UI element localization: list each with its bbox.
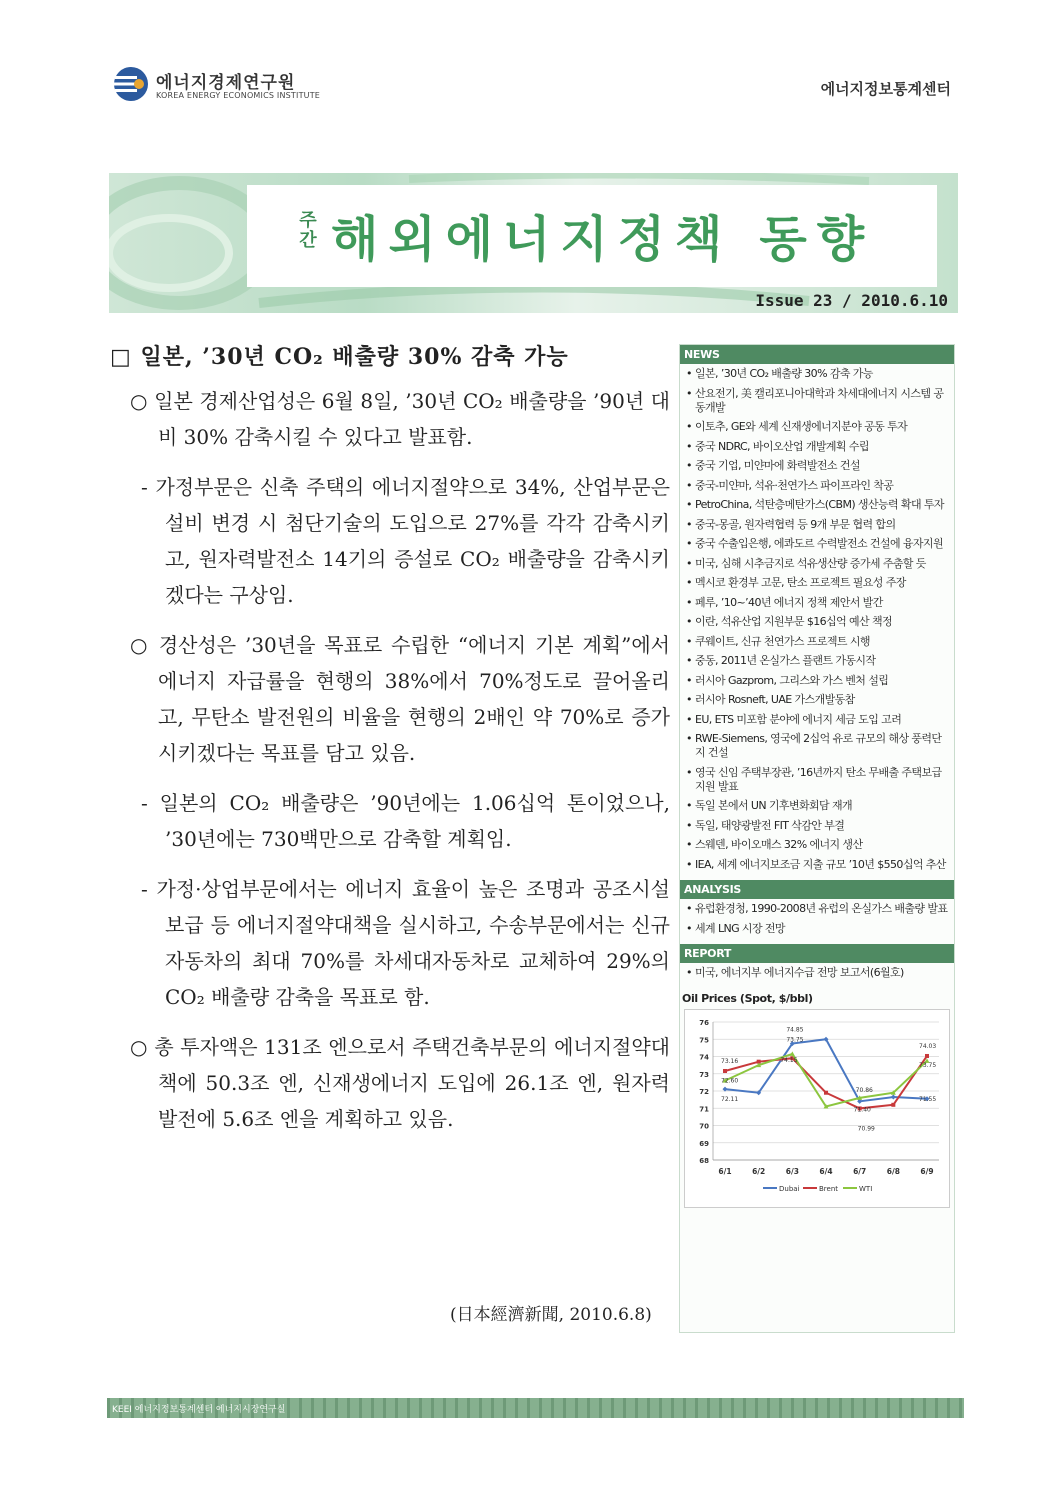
sidebar-list-item: • EU, ETS 미포함 분야에 에너지 세금 도입 고려 xyxy=(686,713,950,727)
chart-y-tick-label: 69 xyxy=(699,1139,709,1148)
article-headline: □ 일본, ’30년 CO₂ 배출량 30% 감축 가능 xyxy=(110,344,569,370)
sidebar-list-item: • 중국 NDRC, 바이오산업 개발계획 수립 xyxy=(686,440,950,454)
sidebar-list-item: • 독일, 태양광발전 FIT 삭감안 부결 xyxy=(686,819,950,833)
sidebar-list-item: • 이토추, GE와 세계 신재생에너지분야 공동 투자 xyxy=(686,420,950,434)
sidebar-list-item: • 쿠웨이트, 신규 천연가스 프로젝트 시행 xyxy=(686,635,950,649)
chart-y-tick-label: 76 xyxy=(699,1018,709,1027)
chart-y-tick-label: 73 xyxy=(699,1070,709,1079)
sidebar-list-item: • RWE-Siemens, 영국에 2십억 유로 규모의 해상 풍력단지 건설 xyxy=(686,732,950,760)
chart-legend-label: WTI xyxy=(859,1184,873,1193)
chart-legend-label: Brent xyxy=(819,1184,839,1193)
oil-price-chart xyxy=(684,1009,950,1208)
sidebar-list-item: • 일본, ’30년 CO₂ 배출량 30% 감축 가능 xyxy=(686,367,950,381)
news-section-header: NEWS xyxy=(680,345,954,364)
chart-title: Oil Prices (Spot, $/bbl) xyxy=(682,991,813,1005)
sidebar-list-item: • 세계 LNG 시장 전망 xyxy=(686,922,950,936)
chart-data-label: 70.99 xyxy=(857,1124,875,1132)
chart-point xyxy=(891,1102,895,1106)
chart-y-tick-label: 70 xyxy=(699,1122,709,1130)
sidebar-list-item: • 페루, ’10~’40년 에너지 정책 제안서 발간 xyxy=(686,596,950,610)
chart-data-label: 73.75 xyxy=(786,1036,804,1044)
sidebar-list-item: • 유럽환경청, 1990-2008년 유럽의 온실가스 배출량 발표 xyxy=(686,902,950,916)
org-name-korean: 에너지경제연구원 xyxy=(156,73,296,93)
chart-data-label: 74.03 xyxy=(919,1042,937,1050)
chart-data-label: 73.75 xyxy=(919,1061,937,1069)
article-subparagraph: - 가정부문은 신축 주택의 에너지절약으로 34%, 산업부문은 설비 변경 시 첨단기술의 도입으로 27%를 각각 감축시키고, 원자력발전소 14기의 증설로 CO₂ 배출량을 감축시키겠다는 구상임. xyxy=(141,475,670,607)
chart-data-label: 72.11 xyxy=(721,1095,739,1103)
chart-point xyxy=(723,1068,727,1072)
footer-text: KEEI 에너지정보통계센터 에너지시장연구실 xyxy=(112,1405,286,1415)
sidebar-list-item: • 중국-몽골, 원자력협력 등 9개 부문 협력 합의 xyxy=(686,518,950,532)
chart-y-tick-label: 72 xyxy=(699,1087,709,1096)
news-list xyxy=(680,364,954,880)
article-paragraph: ○ 일본 경제산업성은 6월 8일, ’30년 CO₂ 배출량을 ’90년 대비 30% 감축시킬 수 있다고 발표함. xyxy=(130,389,670,449)
chart-data-label: 73.16 xyxy=(721,1057,739,1065)
chart-x-tick-label: 6/1 xyxy=(718,1166,732,1176)
chart-x-tick-label: 6/3 xyxy=(785,1166,799,1176)
publication-title: 해외에너지정책 동향 xyxy=(331,211,875,268)
weekly-char-2: 간 xyxy=(299,230,317,251)
institute-logo-icon xyxy=(113,66,149,102)
sidebar-list-item: • 미국, 심해 시추금지로 석유생산량 증가세 주춤할 듯 xyxy=(686,557,950,571)
chart-x-tick-label: 6/8 xyxy=(886,1166,900,1176)
article-paragraph: ○ 총 투자액은 131조 엔으로서 주택건축부문의 에너지절약대책에 50.3조 엔, 신재생에너지 도입에 26.1조 엔, 원자력발전에 5.6조 엔을 계획하고 있음. xyxy=(130,1035,670,1131)
sidebar-list-item: • PetroChina, 석탄층메탄가스(CBM) 생산능력 확대 투자 xyxy=(686,498,950,512)
sidebar-list-item: • 미국, 에너지부 에너지수급 전망 보고서(6월호) xyxy=(686,966,950,980)
chart-data-label: 72.60 xyxy=(721,1077,739,1085)
chart-point xyxy=(891,1094,896,1099)
chart-data-label: 70.86 xyxy=(855,1086,873,1094)
sidebar-list-item: • 중국 수출입은행, 에콰도르 수력발전소 건설에 융자지원 xyxy=(686,537,950,551)
sidebar-list-item: • 러시아 Rosneft, UAE 가스개발동참 xyxy=(686,693,950,707)
weekly-label xyxy=(297,211,319,251)
chart-data-label: 71.40 xyxy=(853,1105,871,1113)
sidebar-list-item: • 멕시코 환경부 고문, 탄소 프로젝트 필요성 주장 xyxy=(686,576,950,590)
sidebar-list-item: • 중동, 2011년 온실가스 플랜트 가동시작 xyxy=(686,654,950,668)
article-source: (日本經濟新聞, 2010.6.8) xyxy=(450,1305,652,1325)
sidebar-list-item: • 러시아 Gazprom, 그리스와 가스 벤처 설립 xyxy=(686,674,950,688)
oil-price-chart-svg xyxy=(685,1010,949,1207)
sidebar-list-item: • 독일 본에서 UN 기후변화회담 재개 xyxy=(686,799,950,813)
chart-x-tick-label: 6/4 xyxy=(819,1166,833,1176)
chart-data-label: 74.15 xyxy=(780,1056,798,1064)
article-subparagraph: - 일본의 CO₂ 배출량은 ’90년에는 1.06십억 톤이었으나, ’30년에는 730백만으로 감축할 계획임. xyxy=(141,791,670,851)
analysis-list xyxy=(680,899,954,944)
report-section-header: REPORT xyxy=(680,944,954,963)
chart-legend-label: Dubai xyxy=(779,1184,800,1193)
chart-data-label: 74.85 xyxy=(786,1026,804,1034)
article-subparagraph: - 가정·상업부문에서는 에너지 효율이 높은 조명과 공조시설 보급 등 에너지절약대책을 실시하고, 수송부문에서는 신규 자동차의 최대 70%를 차세대자동차로 교체하여 29%의 CO₂ 배출량 감축을 목표로 함. xyxy=(141,877,670,1009)
chart-y-tick-label: 68 xyxy=(699,1156,709,1165)
sidebar-list-item: • 스웨덴, 바이오매스 32% 에너지 생산 xyxy=(686,838,950,852)
chart-y-tick-label: 74 xyxy=(699,1053,709,1061)
main-article xyxy=(110,340,670,1151)
chart-x-tick-label: 6/2 xyxy=(752,1166,766,1176)
report-list xyxy=(680,963,954,989)
sidebar-list-item: • 영국 신임 주택부장관, ’16년까지 탄소 무배출 주택보급 지원 발표 xyxy=(686,766,950,794)
title-banner xyxy=(109,173,958,313)
chart-x-tick-label: 6/7 xyxy=(853,1166,867,1176)
chart-point xyxy=(824,1090,828,1094)
sidebar-list-item: • 중국-미얀마, 석유·천연가스 파이프라인 착공 xyxy=(686,479,950,493)
chart-y-tick-label: 75 xyxy=(699,1035,709,1044)
chart-y-tick-label: 71 xyxy=(699,1104,709,1113)
chart-x-tick-label: 6/9 xyxy=(920,1166,934,1176)
chart-data-label: 71.55 xyxy=(919,1095,937,1103)
sidebar-list-item: • 이란, 석유산업 지원부문 $16십억 예산 책정 xyxy=(686,615,950,629)
sidebar-list-item: • IEA, 세계 에너지보조금 지출 규모 ’10년 $550십억 추산 xyxy=(686,858,950,872)
center-name: 에너지정보통계센터 xyxy=(820,80,951,98)
chart-series-line-brent xyxy=(725,1055,927,1107)
sidebar-list-item: • 산요전기, 美 캘리포니아대학과 차세대에너지 시스템 공동개발 xyxy=(686,387,950,415)
chart-point xyxy=(925,1053,929,1057)
contents-sidebar xyxy=(679,344,955,1333)
article-paragraph: ○ 경산성은 ’30년을 목표로 수립한 “에너지 기본 계획”에서 에너지 자급률을 현행의 38%에서 70%정도로 끌어올리고, 무탄소 발전원의 비율을 현행의 2배인 약 70%로 증가시키겠다는 목표를 담고 있음. xyxy=(130,633,670,765)
sidebar-list-item: • 중국 기업, 미얀마에 화력발전소 건설 xyxy=(686,459,950,473)
analysis-section-header: ANALYSIS xyxy=(680,880,954,899)
weekly-char-1: 주 xyxy=(299,210,317,231)
org-name-english: KOREA ENERGY ECONOMICS INSTITUTE xyxy=(156,91,321,100)
issue-number: Issue 23 / 2010.6.10 xyxy=(755,291,948,310)
